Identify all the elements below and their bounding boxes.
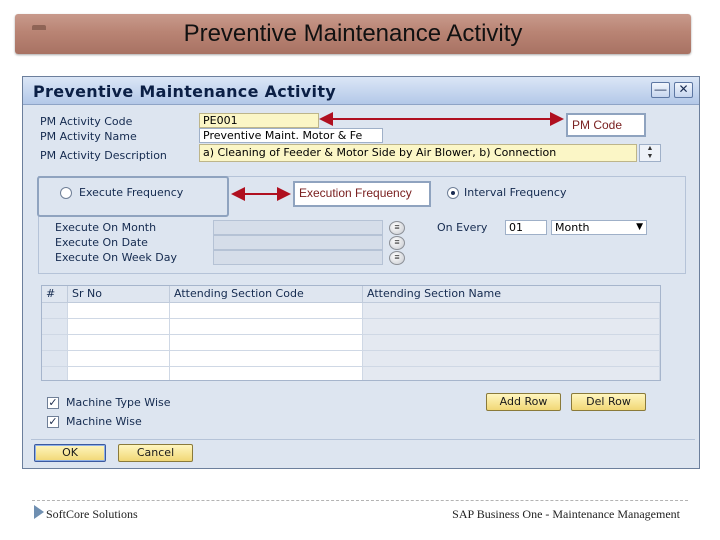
del-row-button[interactable]: Del Row [571, 393, 646, 411]
interval-frequency-label: Interval Frequency [464, 186, 567, 199]
grid-header-sr-no: Sr No [68, 286, 170, 303]
machine-wise-checkbox[interactable]: ✓ [48, 416, 58, 428]
footer-product: SAP Business One - Maintenance Management [452, 507, 680, 521]
machine-type-wise-checkbox[interactable]: ✓ [48, 397, 58, 409]
pm-activity-name-input[interactable]: Preventive Maint. Motor & Fe [199, 128, 383, 143]
execute-on-date-list-icon[interactable]: ≡ [389, 236, 405, 250]
on-every-input[interactable]: 01 [505, 220, 547, 235]
ok-button[interactable]: OK [34, 444, 106, 462]
grid-header-section-name: Attending Section Name [363, 286, 660, 303]
slide-title: Preventive Maintenance Activity [183, 20, 523, 47]
machine-wise-label: Machine Wise [66, 415, 142, 428]
cancel-button[interactable]: Cancel [118, 444, 193, 462]
footer-divider [32, 500, 688, 501]
machine-type-wise-label: Machine Type Wise [66, 396, 171, 409]
minimize-button[interactable]: — [651, 82, 670, 98]
execute-on-week-day-label: Execute On Week Day [55, 251, 177, 264]
description-scroll-arrows[interactable]: ▲ ▼ [639, 144, 661, 162]
execute-on-date-label: Execute On Date [55, 236, 148, 249]
execute-frequency-label: Execute Frequency [79, 186, 184, 199]
pm-activity-description-label: PM Activity Description [40, 149, 167, 162]
footer-company: SoftCore Solutions [46, 507, 138, 521]
grid-header-section-code: Attending Section Code [170, 286, 363, 303]
period-select-value: Month [555, 221, 590, 234]
execute-on-month-label: Execute On Month [55, 221, 157, 234]
footer-triangle-icon [34, 505, 44, 519]
add-row-button[interactable]: Add Row [486, 393, 561, 411]
chevron-down-icon: ▼ [636, 222, 643, 232]
on-every-label: On Every [437, 221, 488, 234]
pm-activity-code-input[interactable]: PE001 [199, 113, 319, 128]
execute-on-month-list-icon[interactable]: ≡ [389, 221, 405, 235]
pm-activity-name-label: PM Activity Name [40, 130, 137, 143]
pm-activity-description-input[interactable]: a) Cleaning of Feeder & Motor Side by Air Blower, b) Connection [199, 144, 637, 162]
window-title: Preventive Maintenance Activity [33, 82, 336, 101]
pm-activity-code-label: PM Activity Code [40, 115, 133, 128]
pm-code-callout: PM Code [566, 113, 646, 137]
grid-header-index: # [42, 286, 68, 303]
execution-frequency-callout: Execution Frequency [293, 181, 431, 207]
execute-on-week-day-list-icon[interactable]: ≡ [389, 251, 405, 265]
close-button[interactable]: ✕ [674, 82, 693, 98]
